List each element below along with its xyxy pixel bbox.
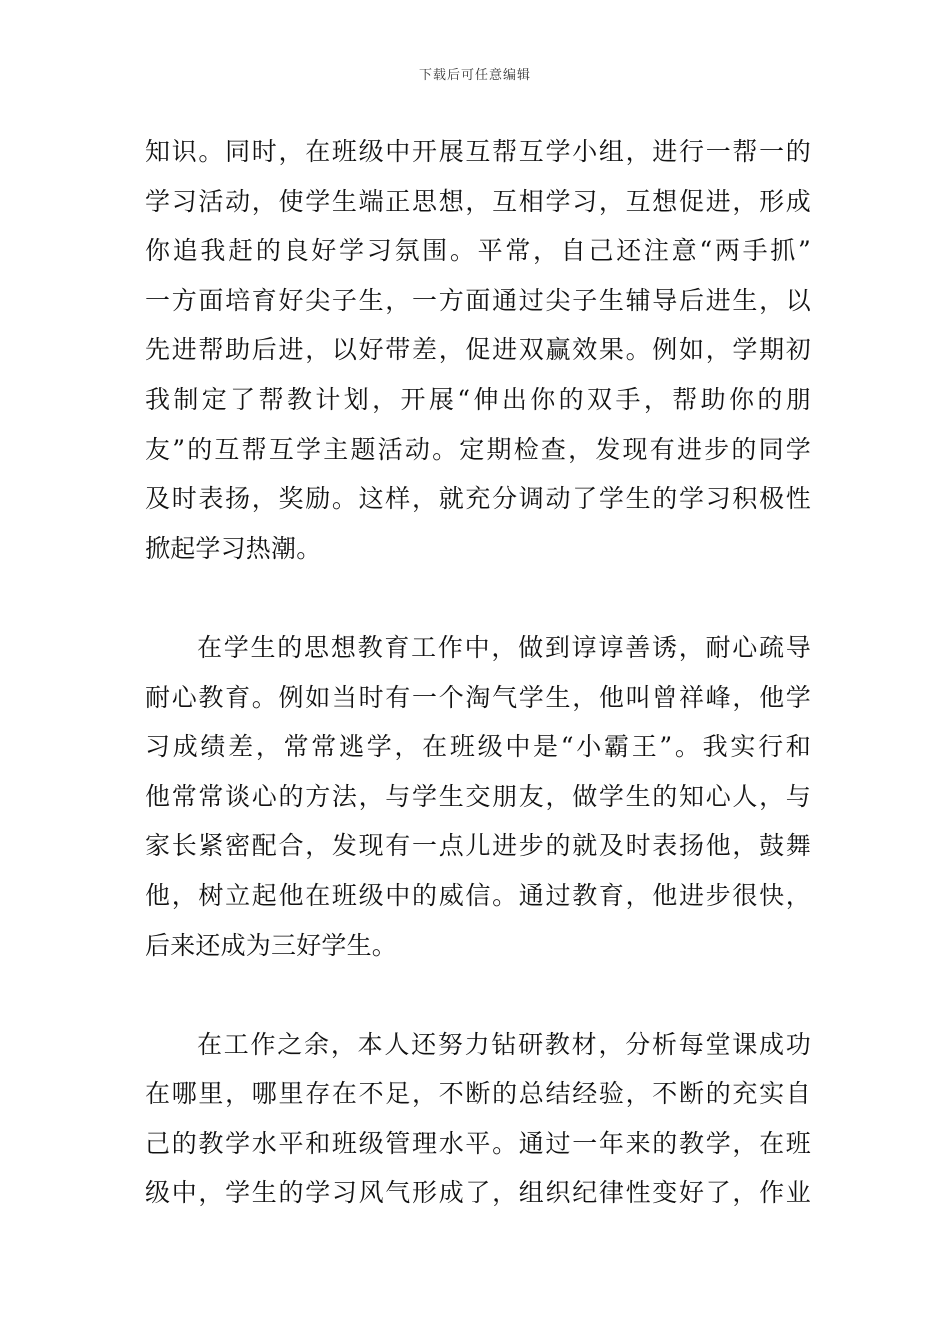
paragraph-line: 他常常谈心的方法，与学生交朋友，做学生的知心人，与 [145,781,811,811]
paragraph-line: 我制定了帮教计划，开展“伸出你的双手，帮助你的朋 [145,384,811,414]
paragraph-line: 后来还成为三好学生。 [145,930,398,960]
paragraph-line: 习成绩差，常常逃学，在班级中是“小霸王”。我实行和 [145,732,811,762]
paragraph-gap [145,970,811,1020]
paragraph-line: 你追我赶的良好学习氛围。平常，自己还注意“两手抓” [145,236,811,266]
paragraph-1 [145,127,811,573]
paragraph-gap [145,573,811,623]
paragraph-line: 耐心教育。例如当时有一个淘气学生，他叫曾祥峰，他学 [145,682,811,712]
paragraph-line: 友”的互帮互学主题活动。定期检查，发现有进步的同学 [145,434,811,464]
paragraph-line: 掀起学习热潮。 [145,533,322,563]
paragraph-line: 知识。同时，在班级中开展互帮互学小组，进行一帮一的 [145,137,811,166]
document-body [145,127,811,1218]
paragraph-3 [145,1020,811,1218]
paragraph-line: 家长紧密配合，发现有一点儿进步的就及时表扬他，鼓舞 [145,831,811,861]
paragraph-line: 学习活动，使学生端正思想，互相学习，互想促进，形成 [145,186,811,216]
page-header: 下载后可任意编辑 [418,68,531,83]
paragraph-line: 己的教学水平和班级管理水平。通过一年来的教学，在班 [145,1128,811,1158]
paragraph-line: 在哪里，哪里存在不足，不断的总结经验，不断的充实自 [145,1079,811,1109]
paragraph-line: 级中，学生的学习风气形成了，组织纪律性变好了，作业 [145,1178,811,1208]
paragraph-line: 在学生的思想教育工作中，做到谆谆善诱，耐心疏导 [197,632,811,662]
paragraph-line: 他，树立起他在班级中的威信。通过教育，他进步很快， [145,880,811,910]
paragraph-line: 一方面培育好尖子生，一方面通过尖子生辅导后进生，以 [145,285,811,315]
paragraph-line: 先进帮助后进，以好带差，促进双赢效果。例如，学期初 [145,335,811,365]
paragraph-2 [145,623,811,970]
paragraph-line: 在工作之余，本人还努力钻研教材，分析每堂课成功 [197,1029,811,1059]
paragraph-line: 及时表扬，奖励。这样，就充分调动了学生的学习积极性 [145,484,811,514]
